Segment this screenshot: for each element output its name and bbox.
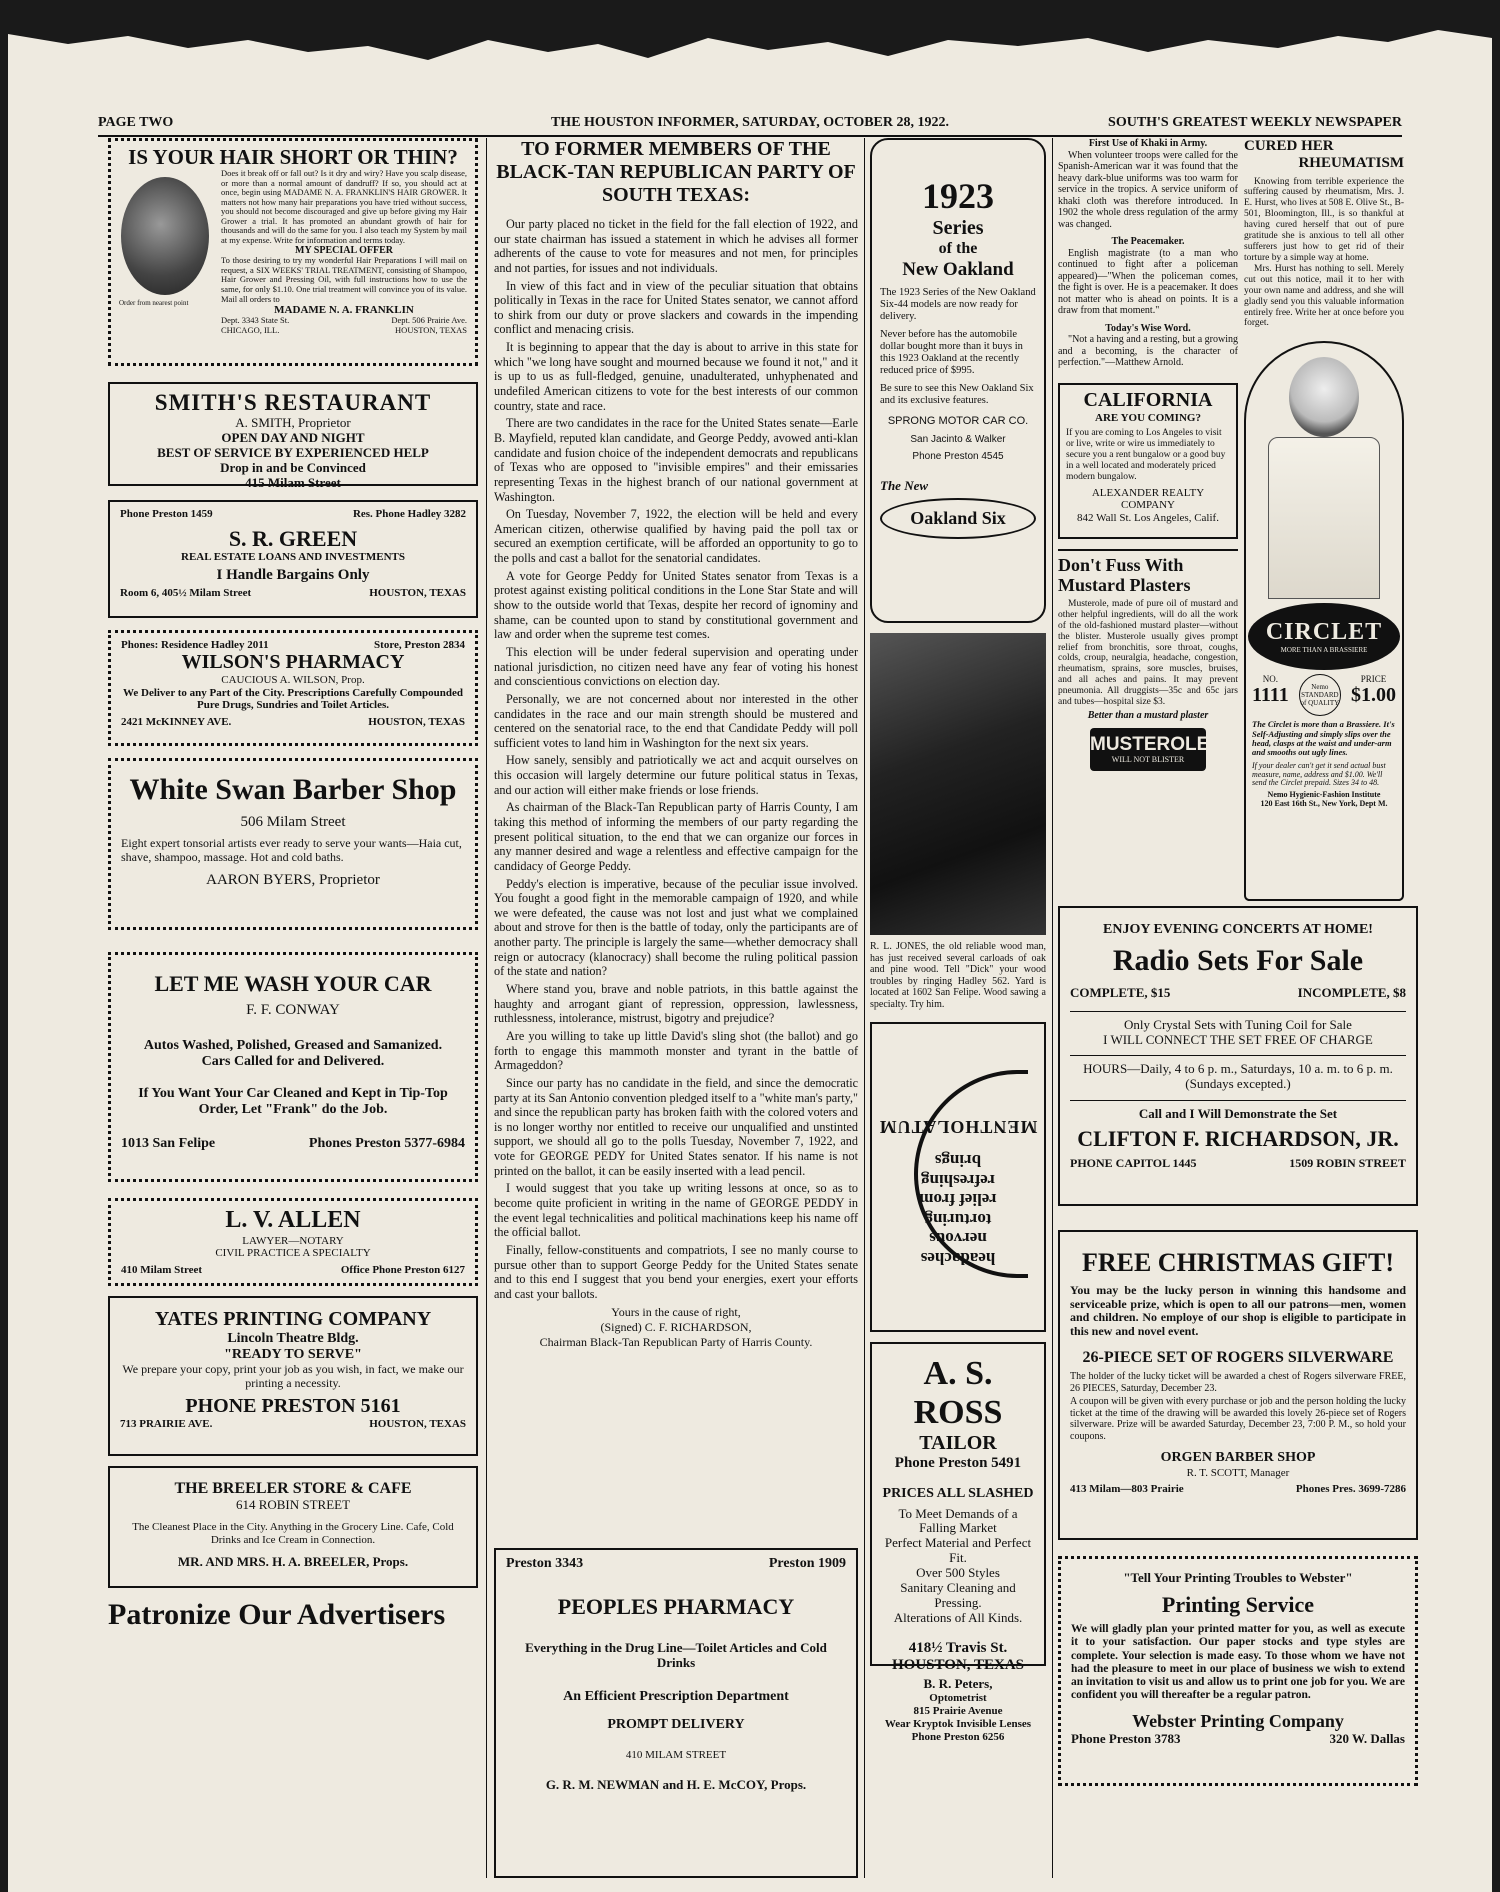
green-phone: Phone Preston 1459 [120,508,213,520]
patronize-banner: Patronize Our Advertisers [108,1598,446,1631]
yates-addr: 713 PRAIRIE AVE. [120,1417,213,1430]
brassiere-illustration [1268,437,1380,599]
oakland-six-logo: Oakland Six [880,498,1036,539]
hair-addr3: Dept. 506 Prairie Ave. [391,315,467,326]
oakland-name: New Oakland [902,258,1014,280]
far-right-column [1244,138,1404,901]
allen-l1: LAWYER—NOTARY [242,1234,344,1247]
ross-l2: Perfect Material and Perfect Fit. [884,1535,1032,1566]
article-headline: TO FORMER MEMBERS OF THE BLACK-TAN REPUBLICAN PARTY OF SOUTH TEXAS: [496,138,856,206]
wilson-phones: Phones: Residence Hadley 2011 [121,639,269,651]
radio-addr: 1509 ROBIN STREET [1289,1155,1406,1170]
ross-tailor-ad [870,1342,1046,1674]
oakland-ad [870,138,1046,623]
circlet-co: Nemo Hygienic-Fashion Institute [1267,790,1381,800]
breeler-ad [108,1466,478,1588]
breeler-props: MR. AND MRS. H. A. BREELER, Props. [177,1553,409,1569]
hair-addr1: Dept. 3343 State St. [221,315,290,326]
peace-title: The Peacemaker. [1111,236,1185,247]
article-paragraph: A vote for George Peddy for United States senator from Texas is a protest against existing political conditions in the Lone Star State and will show to the outside world that Texas, despite her record of ignominy and shame, can be counted upon to stand by constitutional government and law and order when the supreme test comes. [494,568,858,642]
paper-title: THE HOUSTON INFORMER, SATURDAY, OCTOBER 28, 1922. [550,115,950,130]
peoples-p2: Preston 1909 [768,1556,846,1571]
circlet-logo: CIRCLET [1265,619,1383,646]
oakland-year: 1923 [922,176,994,216]
wilson-l2: Pure Drugs, Sundries and Toilet Articles. [196,699,389,712]
circlet-price: $1.00 [1350,684,1396,707]
california-body: If you are coming to Los Angeles to visit or live, write or wire us immediately to secure you a rent bungalow or a good buy in a well located and moderately priced modern bungalow. [1066,428,1226,482]
yates-phone: PHONE PRESTON 5161 [185,1394,401,1417]
radio-headline: Radio Sets For Sale [1112,944,1364,978]
radio-l1: Only Crystal Sets with Tuning Coil for Sale [1124,1016,1352,1032]
peters-phone: Phone Preston 6256 [911,1731,1005,1744]
yates-bldg: Lincoln Theatre Bldg. [227,1331,359,1346]
mentholatum-ad [870,1022,1046,1332]
wise-title: Today's Wise Word. [1105,322,1191,334]
xmas-headline: FREE CHRISTMAS GIFT! [1081,1248,1395,1277]
ross-name: A. S. ROSS [913,1355,1003,1432]
hair-addr2: CHICAGO, ILL. [221,324,280,335]
swan-prop: AARON BYERS, Proprietor [206,872,380,889]
smith-l4: 415 Milam Street [245,475,341,491]
car-prop: F. F. CONWAY [246,1002,340,1019]
peoples-l3: PROMPT DELIVERY [607,1717,745,1733]
ross-l3: Over 500 Styles [916,1565,1000,1581]
peoples-props: G. R. M. NEWMAN and H. E. McCOY, Props. [545,1777,807,1792]
article-paragraph: Are you willing to take up little David's sling shot (the ballot) and go forth to engage this mammoth monster and tyrant in the battle of Armageddon? [494,1028,858,1073]
smith-l3: Drop in and be Convinced [220,460,366,476]
mentho-l2: refreshing [921,1170,995,1190]
green-name: S. R. GREEN [228,526,358,551]
khaki-body: When volunteer troops were called for the Spanish-American war it was found that the heavy dark-blue uniforms was too warm for service in the tropics. A service uniform of khaki cloth was therefore introduced. In 1902 the whole dress regulation of the army was changed. [1058,149,1238,230]
cured-body2: Mrs. Hurst has nothing to sell. Merely cut out this notice, mail it to her with your own name and address, and she will gladly send you this valuable information entirely free. Write her at once before you forget. [1244,263,1404,329]
allen-ad [108,1198,478,1286]
ross-h1: PRICES ALL SLASHED [882,1486,1034,1502]
green-room: Room 6, 405½ Milam Street [120,587,252,600]
radio-name: CLIFTON F. RICHARDSON, JR. [1077,1126,1399,1152]
green-city: HOUSTON, TEXAS [369,587,466,600]
mentho-l5: nervous [929,1229,987,1249]
yates-city: HOUSTON, TEXAS [369,1417,466,1430]
oakland-addr: San Jacinto & Walker [910,433,1006,445]
musterole-headline: Don't Fuss With Mustard Plasters [1058,554,1191,596]
article-paragraph: Where stand you, brave and noble patriots, in this battle against the haughty and arrogant giant of repression, oppression, lawlessness, ruthlessness, intolerance, mistrust, bigotry and prejudice? [494,982,858,1026]
oakland-series: Series [932,217,984,240]
wise-body: "Not a having and a resting, but a growing and a becoming, is the character of perfection."—Matthew Arnold. [1058,334,1238,368]
oakland-l1: The 1923 Series of the New Oakland Six-44 models are now ready for delivery. [880,286,1036,322]
column-rule-3 [1052,138,1053,1878]
article-paragraph: Since our party has no candidate in the field, and since the democratic party at its San Antonio convention pledged itself to a "white man's party," and since the republican party has broken faith with the colored voters and is no longer worthy nor entitled to receive our unqualified and unstinted support, we should all go to the polls Tuesday, November 7, 1922, and vote for GEORGE PEDY for United States senator. If his name is not printed on the ballot, it can be easily inserted with a lead pencil. [494,1075,858,1178]
musterole-tag: Better than a mustard plaster [1087,710,1209,722]
xmas-b2: The holder of the lucky ticket will be awarded a chest of Rogers silverware FREE, 26 PIECES, Saturday, December 23. [1070,1371,1406,1394]
cured-headline1: CURED HER [1244,138,1334,154]
allen-phone: Office Phone Preston 6127 [340,1263,465,1276]
webster-co: Webster Printing Company [1132,1710,1344,1731]
wilson-addr: 2421 McKINNEY AVE. [121,715,232,728]
xmas-b3: A coupon will be given with every purchase or job and the person holding the lucky ticket at the time of the drawing will be awarded this lovely 26-piece set of Rogers silverware. Prize will be awarded Saturday, December 23, 7:00 P. M., so hold your coupons. [1070,1396,1406,1442]
xmas-addr: 413 Milam—803 Prairie [1070,1483,1184,1496]
page-number: PAGE TWO [98,115,174,130]
wilson-pharmacy-ad [108,630,478,746]
masthead [98,115,1402,137]
left-column [108,138,478,1633]
california-sub: ARE YOU COMING? [1095,411,1201,424]
circlet-addr: 120 East 16th St., New York, Dept M. [1260,799,1388,809]
peoples-p1: Preston 3343 [506,1556,584,1571]
yates-printing-ad [108,1296,478,1456]
oakland-dealer: SPRONG MOTOR CAR CO. [887,415,1029,428]
hair-name: MADAME N. A. FRANKLIN [274,304,414,317]
article-sig3: Chairman Black-Tan Republican Party of Harris County. [539,1335,813,1350]
circlet-num: 1111 [1252,684,1289,707]
hair-offer: To those desiring to try my wonderful Hair Preparations I will mail on request, a SIX WEEKS' TRIAL TREATMENT, consisting of Shampoo, Hair Grower and Pressing Oil, with full instructions how to use the same, for only $1.10. One trial treatment will convince you of its value. Mail all orders to [221,255,467,304]
hair-caption: Order from nearest point [119,299,189,307]
article-body [494,217,858,1301]
ross-phone: Phone Preston 5491 [894,1455,1022,1472]
article-paragraph: In view of this fact and in view of the peculiar situation that obtains politically in Texas in the race for United States senator, we cannot afford to shirk from our duty or prove slackers and cowards in the impending conflict and menacing crisis. [494,278,858,337]
peters-ad [870,1676,1046,1744]
california-ad [1058,383,1238,539]
jones-notice: R. L. JONES, the old reliable wood man, has just received several carloads of oak and pine wood. Tell "Dick" your wood troubles by ringing Hadley 562. Yard is located at 1602 San Felipe. Wood sawing a specialty. Try him. [870,941,1046,1010]
hair-offer-title: MY SPECIAL OFFER [295,245,393,257]
wilson-city: HOUSTON, TEXAS [368,715,465,728]
webster-phone: Phone Preston 3783 [1071,1731,1181,1747]
radio-complete: COMPLETE, $15 [1070,984,1171,1000]
swan-body: Eight expert tonsorial artists ever ready to serve your wants—Haia cut, shave, shampoo, massage. Hot and cold baths. [121,835,462,864]
peters-addr: 815 Prairie Avenue [913,1704,1003,1717]
peoples-name: PEOPLES PHARMACY [557,1594,795,1619]
ross-l5: Alterations of All Kinds. [893,1610,1023,1626]
ross-l1: To Meet Demands of a Falling Market [898,1505,1018,1536]
xmas-h2: 26-PIECE SET OF ROGERS SILVERWARE [1082,1349,1394,1367]
smith-restaurant-ad [108,382,478,491]
ross-city: HOUSTON, TEXAS [892,1657,1024,1674]
car-l1: Autos Washed, Polished, Greased and Samanized. [143,1037,443,1053]
car-wash-ad [108,952,478,1182]
radio-top: ENJOY EVENING CONCERTS AT HOME! [1103,922,1373,937]
paper-tagline: SOUTH'S GREATEST WEEKLY NEWSPAPER [1108,115,1402,130]
circlet-sub: MORE THAN A BRASSIERE [1280,646,1368,655]
musterole-sub: WILL NOT BLISTER [1111,755,1185,765]
article-paragraph: Our party placed no ticket in the field for the fall election of 1922, and our state chairman has issued a statement in which he advises all former adherents of the cause to vote for measures and not men, for principles and not parties, for issues and not individuals. [494,217,858,275]
mentho-l6: headaches [920,1249,996,1268]
hair-addr4: HOUSTON, TEXAS [395,324,467,335]
peoples-addr: 410 MILAM STREET [625,1749,727,1762]
article-paragraph: It is beginning to appear that the day is about to arrive in this state for which "we long have sought and mourned because we found it not," and it is up to us as full-fledged, genuine, unadulterated, unhyphenated and undefiled American citizens to vote for the best interests of our common country, state and race. [494,340,858,413]
yates-motto: "READY TO SERVE" [224,1347,362,1363]
hair-headline: IS YOUR HAIR SHORT OR THIN? [128,145,458,169]
circlet-body2: If your dealer can't get it send actual bust measure, name, address and $1.00. We'll send the Circlet prepaid. Sizes 34 to 48. [1252,760,1386,788]
circlet-price-label: PRICE [1360,674,1387,685]
swan-name: White Swan Barber Shop [129,773,457,806]
oakland-l2: Never before has the automobile dollar bought more than it buys in this 1923 Oakland at the recently reduced price of $995. [880,328,1023,376]
cured-headline2: RHEUMATISM [1298,155,1404,172]
article-paragraph: As chairman of the Black-Tan Republican party of Harris County, I am taking this method of informing the members of our party regarding the present political situation, to the end that we can organize our forces in any manner desired and wage a relentless and effective campaign for the candidacy of George Peddy. [494,800,858,873]
peace-body: English magistrate (to a man who continued to fight after a policeman appeared)—"When the policeman comes, the fight is over. He is a peacemaker. It does not matter who is ahead on points. It is a draw from that moment." [1058,247,1238,316]
webster-top: "Tell Your Printing Troubles to Webster" [1123,1570,1353,1585]
radio-incomplete: INCOMPLETE, $8 [1297,984,1406,1000]
mentho-brand: MENTHOLATUM [878,1116,1038,1137]
california-addr: 842 Wall St. Los Angeles, Calif. [1077,512,1219,525]
car-name: LET ME WASH YOUR CAR [154,971,432,996]
yates-body: We prepare your copy, print your job as you wish, in fact, we make our printing a necessity. [122,1362,464,1390]
radio-phone: PHONE CAPITOL 1445 [1070,1155,1197,1170]
article-sig2: (Signed) C. F. RICHARDSON, [600,1320,752,1335]
article-paragraph: I would suggest that you take up writing lessons at once, so as to become quite proficient in writing in the name of GEORGE PEDDY in the event legal technicalities and political machinations keep his name off the official ballot. [494,1181,858,1240]
franklin-portrait [121,177,209,295]
article-paragraph: Peddy's election is imperative, because of the peculiar issue involved. You fought a good fight in the memorable campaign of 1920, and while we were defeated, the cause was not lost and just what we complained about and strove for then is the battle of today, only the participants are of another party. The principle is largely the same—whether democracy shall reign or autocracy (klanocracy) shall become the ruling political passion of the state and nation? [494,876,858,979]
breeler-body: The Cleanest Place in the City. Anything in the Grocery Line. Cafe, Cold Drinks and Ice Cream in Connection. [132,1521,454,1546]
peoples-l2: An Efficient Prescription Department [563,1689,789,1705]
allen-l2: CIVIL PRACTICE A SPECIALTY [215,1247,371,1260]
article-paragraph: There are two candidates in the race for the United States senate—Earle B. Mayfield, reputed klan candidate, and George Peddy, avowed anti-klan candidate and fusion choice of the independent democrats and republicans of Texas who are opposed to "invisible empires" and their emissaries representing Texas in the highest branch of our national government at Washington. [494,416,858,504]
ross-trade: TAILOR [919,1432,997,1455]
smith-l2: BEST OF SERVICE BY EXPERIENCED HELP [157,445,429,461]
allen-name: L. V. ALLEN [225,1207,361,1233]
ross-l4: Sanitary Cleaning and Pressing. [900,1580,1016,1611]
peters-title: Optometrist [929,1691,987,1704]
article-paragraph: Personally, we are not concerned about nor interested in the other candidates in the race and our main strength should be mustered and centered on the senatorial race, to the end that Candidate Peddy will poll sufficient votes to land him in Washington for the next six years. [494,691,858,750]
article-paragraph: On Tuesday, November 7, 1922, the election will be held and every American citizen, otherwise qualified by having paid the poll tax or secured an exemption certificate, will be afforded an opportunity to go to the polls and cast a ballot for the senatorial candidates. [494,507,858,566]
radio-l2: I WILL CONNECT THE SET FREE OF CHARGE [1103,1031,1373,1047]
newspaper-page [8,0,1492,1892]
radio-call: Call and I Will Demonstrate the Set [1138,1106,1338,1122]
swan-addr: 506 Milam Street [240,813,346,830]
green-res: Res. Phone Hadley 3282 [352,508,466,520]
radio-hours: HOURS—Daily, 4 to 6 p. m., Saturdays, 10 a. m. to 6 p. m. [1083,1061,1393,1077]
radio-sundays: (Sundays excepted.) [1185,1076,1291,1092]
circlet-no: NO. [1262,674,1278,685]
california-co: ALEXANDER REALTY COMPANY [1091,486,1205,512]
smith-l1: OPEN DAY AND NIGHT [221,430,365,446]
nemo-seal: Nemo STANDARD of QUALITY [1299,674,1341,716]
webster-headline: Printing Service [1161,1591,1315,1617]
article-paragraph: Finally, fellow-constituents and compatriots, I see no manly course to pursue other than to support George Peddy for the United States senate and to this end I suggest that you bend your energies, exert your efforts and cast your ballots. [494,1242,858,1301]
allen-addr: 410 Milam Street [121,1263,203,1276]
smith-prop: A. SMITH, Proprietor [235,415,351,431]
torn-top-edge [8,0,1492,70]
white-swan-ad [108,758,478,930]
mentho-l3: relief from [919,1190,997,1210]
yates-name: YATES PRINTING COMPANY [154,1308,432,1330]
smith-name: SMITH'S RESTAURANT [154,390,432,415]
cured-body: Knowing from terrible experience the suffering caused by rheumatism, Mrs. J. E. Hurst, who lives at 508 E. Olive St., B-501, Bloomington, Ill., is so thankful at having cured herself that out of pure gratitude she is anxious to tell all other sufferers just how to get rid of their torture by a simple way at home. [1244,176,1404,263]
khaki-title: First Use of Khaki in Army. [1088,138,1208,149]
article-paragraph: How sanely, sensibly and patriotically we act and acquit ourselves on this occasion will largely determine our future political status in Texas, and our action will either make friends or lose friends. [494,753,858,797]
green-l1: REAL ESTATE LOANS AND INVESTMENTS [181,551,405,564]
oakland-l3: Be sure to see this New Oakland Six and its exclusive features. [880,383,1034,407]
center-right-column [870,138,1046,1744]
circlet-body: The Circlet is more than a Brassiere. It's Self-Adjusting and simply slips over the head, clasps at the waist and under-arm and smooths out ugly lines. [1252,719,1395,758]
peters-name: B. R. Peters, [923,1676,993,1691]
car-phones: Phones Preston 5377-6984 [308,1135,465,1151]
webster-printing-ad [1058,1556,1418,1786]
ross-addr: 418½ Travis St. [908,1640,1008,1657]
peters-l1: Wear Kryptok Invisible Lenses [884,1717,1032,1730]
christmas-gift-ad [1058,1230,1418,1540]
xmas-body: You may be the lucky person in winning this handsome and serviceable prize, which is open to all our patrons—men, women and children. No employe of our shop is eligible to participate in this new and novel event. [1070,1282,1406,1339]
mentho-l4: torturing [924,1209,992,1229]
webster-body: We will gladly plan your printed matter for you, as well as execute it to your satisfaction. Our paper stocks and type styles are complete. Your selection is made easy. To those whom we have not had the pleasure to meet in our place of business we wish to extend an invitation to visit us and allow us to print one job for you. We are confident you will thereafter be a regular patron. [1071,1623,1405,1702]
oakland-phone: Phone Preston 4545 [912,451,1004,463]
article-paragraph: This election will be under federal supervision and operating under national jurisdiction, no citizen need have any fear of voting his honest and conscientious convictions on election day. [494,644,858,689]
oakland-of: of the [938,240,978,258]
wilson-store: Store, Preston 2834 [374,639,465,651]
green-ad [108,500,478,618]
car-addr: 1013 San Felipe [121,1135,216,1151]
article-sig1: Yours in the cause of right, [611,1305,741,1320]
article-column [494,138,858,1792]
car-l2: Cars Called for and Delivered. [201,1053,385,1069]
column-rule-2 [864,138,865,1878]
xmas-shop: ORGEN BARBER SHOP [1160,1450,1316,1466]
column-rule-1 [486,138,487,1878]
musterole-logo: MUSTEROLE [1090,733,1210,755]
musterole-ad [1058,549,1238,771]
breeler-addr: 614 ROBIN STREET [235,1497,351,1513]
jones-portrait [870,633,1046,935]
hair-ad [108,138,478,366]
xmas-mgr: R. T. SCOTT, Manager [1186,1466,1290,1479]
musterole-body: Musterole, made of pure oil of mustard and other helpful ingredients, will do all the work of the old-fashioned mustard plaster—without the blister. Musterole usually gives prompt relief from bronchitis, sore throat, coughs, colds, croup, neuralgia, headache, congestion, rheumatism, sprains, sore muscles, bruises, and all aches and pains. It may prevent pneumonia. All druggists—35c and 65c jars and tubes—hospital size $3. [1058,598,1238,708]
wilson-prop: CAUCIOUS A. WILSON, Prop. [221,674,365,686]
oakland-new: The New [880,477,929,493]
wilson-l1: We Deliver to any Part of the City. Prescriptions Carefully Compounded [122,686,464,699]
green-l2: I Handle Bargains Only [216,566,370,583]
woman-illustration [1289,357,1359,437]
california-name: CALIFORNIA [1083,388,1213,411]
mentho-l1: brings [934,1151,982,1171]
car-l3: If You Want Your Car Cleaned and Kept in Tip-Top Order, Let "Frank" do the Job. [138,1085,448,1117]
radio-ad [1058,906,1418,1206]
webster-addr: 320 W. Dallas [1329,1731,1405,1747]
circlet-ad [1244,341,1404,901]
xmas-phones: Phones Pres. 3699-7286 [1295,1483,1406,1496]
peoples-l1: Everything in the Drug Line—Toilet Articles and Cold Drinks [525,1640,827,1671]
breeler-name: THE BREELER STORE & CAFE [174,1480,412,1497]
hair-body: Does it break off or fall out? Is it dry and wiry? Have you scalp disease, or more than a normal amount of dandruff? If so, you should act at once, begin using MADAME N. A. FRANKLIN'S HAIR GROWER. It matters not how many hair preparations you have tried without success, you should not become discouraged and give up before giving my Hair Grower a trial. It has promoted an abundant growth of hair for thousands and will do the same for you. I also teach my System by mail at my expense. Write for information and terms today. [221,168,467,245]
notes-column [1058,138,1238,771]
peoples-pharmacy-ad [494,1548,858,1878]
wilson-name: WILSON'S PHARMACY [181,651,405,673]
